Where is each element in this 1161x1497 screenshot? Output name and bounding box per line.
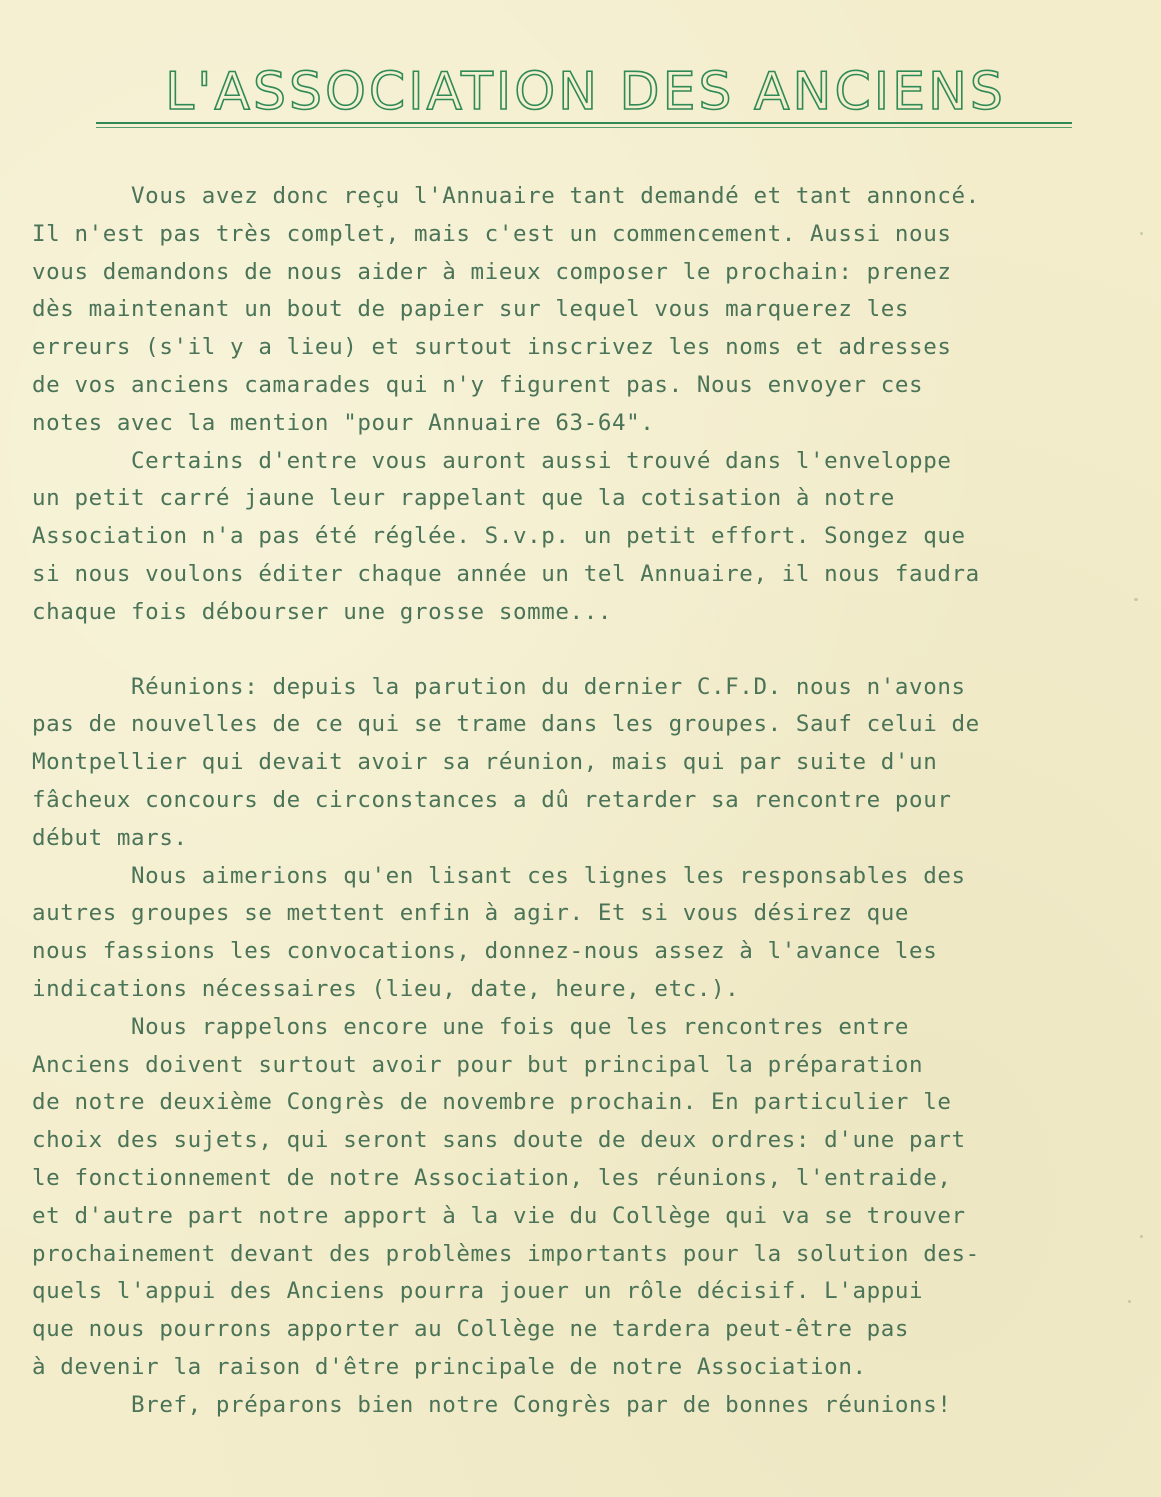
- text-line: si nous voulons éditer chaque année un tel Annuaire, il nous faudra: [32, 560, 980, 587]
- text-line: de vos anciens camarades qui n'y figurent pas. Nous envoyer ces: [32, 371, 924, 398]
- text-line: indications nécessaires (lieu, date, heure, etc.).: [32, 975, 740, 1002]
- document-title: L'ASSOCIATION DES ANCIENS: [165, 62, 1006, 122]
- paragraph-conclusion: [32, 1387, 1032, 1425]
- text-line: nous fassions les convocations, donnez-nous assez à l'avance les: [32, 938, 938, 965]
- text-line: autres groupes se mettent enfin à agir. Et si vous désirez que: [32, 900, 910, 927]
- text-line: vous demandons de nous aider à mieux composer le prochain: prenez: [32, 258, 952, 285]
- text-line: Bref, préparons bien notre Congrès par de bonnes réunions!: [32, 1391, 952, 1418]
- text-line: Association n'a pas été réglée. S.v.p. un petit effort. Songez que: [32, 523, 966, 550]
- paragraph-annuaire: [32, 178, 1032, 443]
- document-body: [32, 178, 1032, 1425]
- paper-speck: [1134, 598, 1138, 601]
- text-line: Certains d'entre vous auront aussi trouvé dans l'enveloppe: [32, 447, 952, 474]
- text-line: choix des sujets, qui seront sans doute de deux ordres: d'une part: [32, 1127, 966, 1154]
- text-line: Nous aimerions qu'en lisant ces lignes les responsables des: [32, 862, 966, 889]
- text-line: début mars.: [32, 824, 188, 851]
- paper-speck: [1140, 232, 1143, 235]
- paper-speck: [1128, 1300, 1131, 1303]
- paragraph-reunions: [32, 669, 1032, 858]
- text-line: prochainement devant des problèmes importants pour la solution des-: [32, 1240, 980, 1267]
- title-underline: [96, 122, 1072, 124]
- text-line: fâcheux concours de circonstances a dû retarder sa rencontre pour: [32, 786, 952, 813]
- text-line: notes avec la mention "pour Annuaire 63-64".: [32, 409, 655, 436]
- text-line: quels l'appui des Anciens pourra jouer un rôle décisif. L'appui: [32, 1278, 924, 1305]
- title-underline-secondary: [96, 127, 1072, 128]
- text-line: Montpellier qui devait avoir sa réunion, mais qui par suite d'un: [32, 749, 938, 776]
- text-line: pas de nouvelles de ce qui se trame dans les groupes. Sauf celui de: [32, 711, 980, 738]
- paper-speck: [1140, 1235, 1143, 1238]
- text-line: à devenir la raison d'être principale de notre Association.: [32, 1353, 867, 1380]
- text-line: de notre deuxième Congrès de novembre prochain. En particulier le: [32, 1089, 952, 1116]
- text-line: Nous rappelons encore une fois que les rencontres entre: [32, 1013, 910, 1040]
- paragraph-responsables: [32, 858, 1032, 1009]
- text-line: et d'autre part notre apport à la vie du Collège qui va se trouver: [32, 1202, 966, 1229]
- text-line: erreurs (s'il y a lieu) et surtout inscrivez les noms et adresses: [32, 334, 952, 361]
- text-line: que nous pourrons apporter au Collège ne tardera peut-être pas: [32, 1316, 910, 1343]
- text-line: le fonctionnement de notre Association, les réunions, l'entraide,: [32, 1164, 952, 1191]
- text-line: Il n'est pas très complet, mais c'est un commencement. Aussi nous: [32, 220, 952, 247]
- paragraph-gap: [32, 632, 1032, 669]
- text-line: Anciens doivent surtout avoir pour but principal la préparation: [32, 1051, 924, 1078]
- text-line: chaque fois débourser une grosse somme...: [32, 598, 612, 625]
- paragraph-congres: [32, 1009, 1032, 1387]
- text-line: un petit carré jaune leur rappelant que la cotisation à notre: [32, 485, 895, 512]
- text-line: Vous avez donc reçu l'Annuaire tant demandé et tant annoncé.: [32, 183, 980, 209]
- text-line: Réunions: depuis la parution du dernier C.F.D. nous n'avons: [32, 673, 966, 700]
- text-line: dès maintenant un bout de papier sur lequel vous marquerez les: [32, 296, 910, 323]
- paragraph-cotisation: [32, 443, 1032, 632]
